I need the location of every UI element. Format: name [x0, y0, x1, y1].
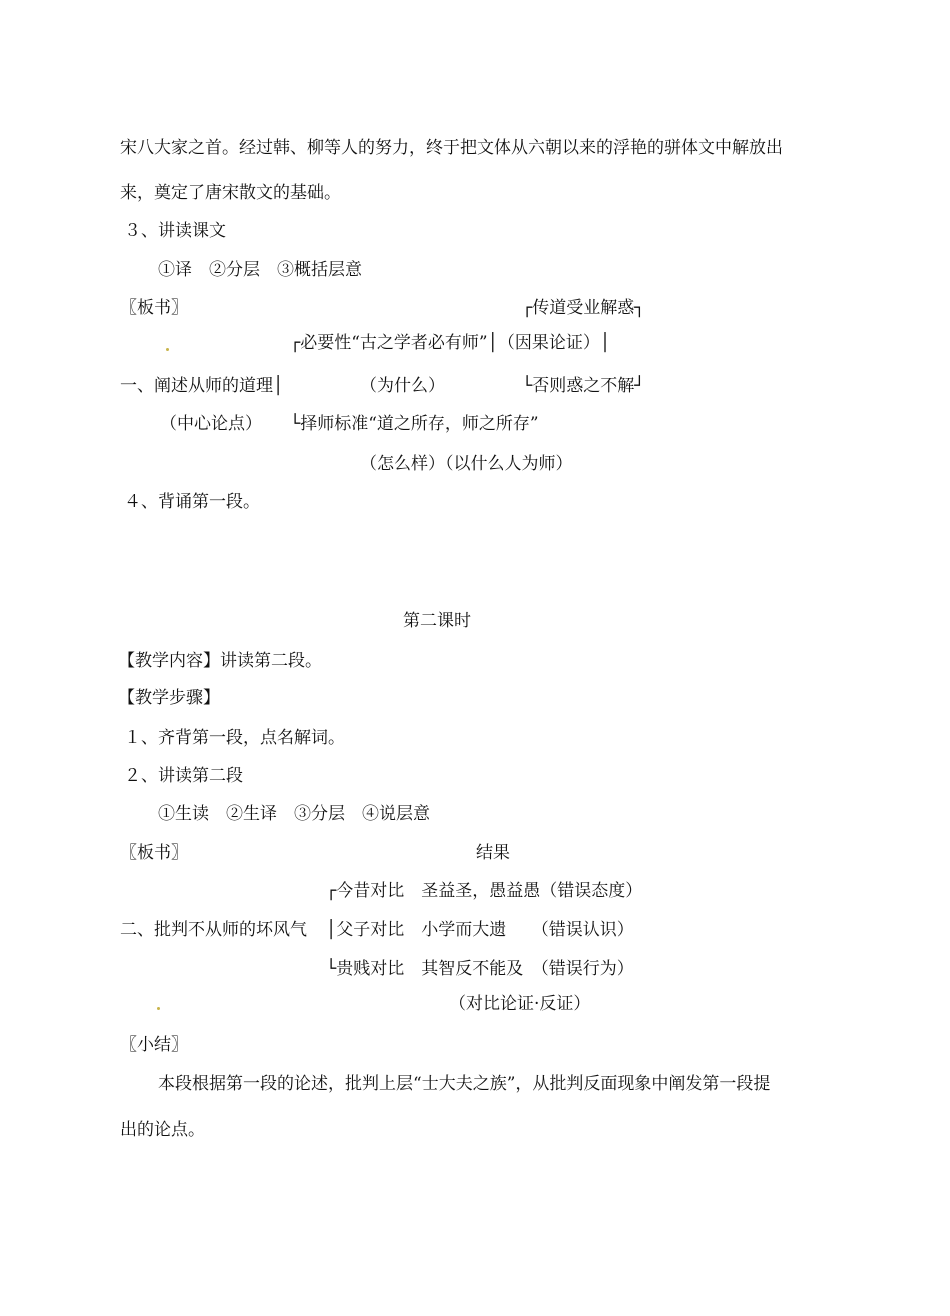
- summary-line-2: 出的论点。: [120, 1120, 205, 1140]
- board2-row1: ┌今昔对比 圣益圣，愚益愚（错误态度）: [326, 881, 643, 901]
- board1-row5: （怎么样）（以什么人为师）: [360, 454, 573, 474]
- step3-tasks: ①译 ②分层 ③概括层意: [158, 260, 362, 280]
- board2-row4: （对比论证·反证）: [449, 994, 591, 1014]
- intro-line-2: 来，奠定了唐宋散文的基础。: [120, 183, 341, 203]
- lesson2-title: 第二课时: [403, 611, 471, 631]
- step3-heading: ３、讲读课文: [124, 221, 226, 241]
- summary-label: 〖小结〗: [120, 1035, 188, 1055]
- board1-row2: ┌必要性“古之学者必有师”│（因果论证）│: [290, 333, 611, 353]
- lesson2-steps-heading: 【教学步骤】: [118, 688, 220, 708]
- decor-dot-1: [166, 348, 169, 351]
- board2-row3: └贵贱对比 其智反不能及 （错误行为）: [326, 959, 634, 979]
- board2-row2: │父子对比 小学而大遗 （错误认识）: [326, 920, 634, 940]
- summary-line-1: 本段根据第一段的论述，批判上层“士大夫之族”，从批判反面现象中阐发第一段提: [158, 1074, 771, 1094]
- lesson2-content: 【教学内容】讲读第二段。: [118, 651, 322, 671]
- board2-row2-heading: 二、批判不从师的坏风气: [120, 920, 307, 940]
- board1-row1: ┌传道受业解惑┐: [522, 298, 645, 318]
- decor-dot-2: [157, 1007, 160, 1010]
- board1-row4-criteria: └择师标准“道之所存，师之所存”: [290, 414, 539, 434]
- board1-row3-else: └否则惑之不解┘: [522, 376, 645, 396]
- lesson2-step2-tasks: ①生读 ②生译 ③分层 ④说层意: [158, 804, 430, 824]
- step4: ４、背诵第一段。: [124, 492, 260, 512]
- board1-label: 〖板书〗: [120, 298, 188, 318]
- board1-row3-heading: 一、阐述从师的道理│: [120, 376, 284, 396]
- board1-row4-thesis: （中心论点）: [160, 414, 262, 434]
- board2-label: 〖板书〗: [120, 843, 188, 863]
- intro-line-1: 宋八大家之首。经过韩、柳等人的努力，终于把文体从六朝以来的浮艳的骈体文中解放出: [120, 138, 783, 158]
- lesson2-step1: １、齐背第一段，点名解词。: [124, 728, 345, 748]
- board1-row3-why: （为什么）: [360, 376, 445, 396]
- lesson2-step2: ２、讲读第二段: [124, 766, 243, 786]
- board2-result: 结果: [476, 843, 510, 863]
